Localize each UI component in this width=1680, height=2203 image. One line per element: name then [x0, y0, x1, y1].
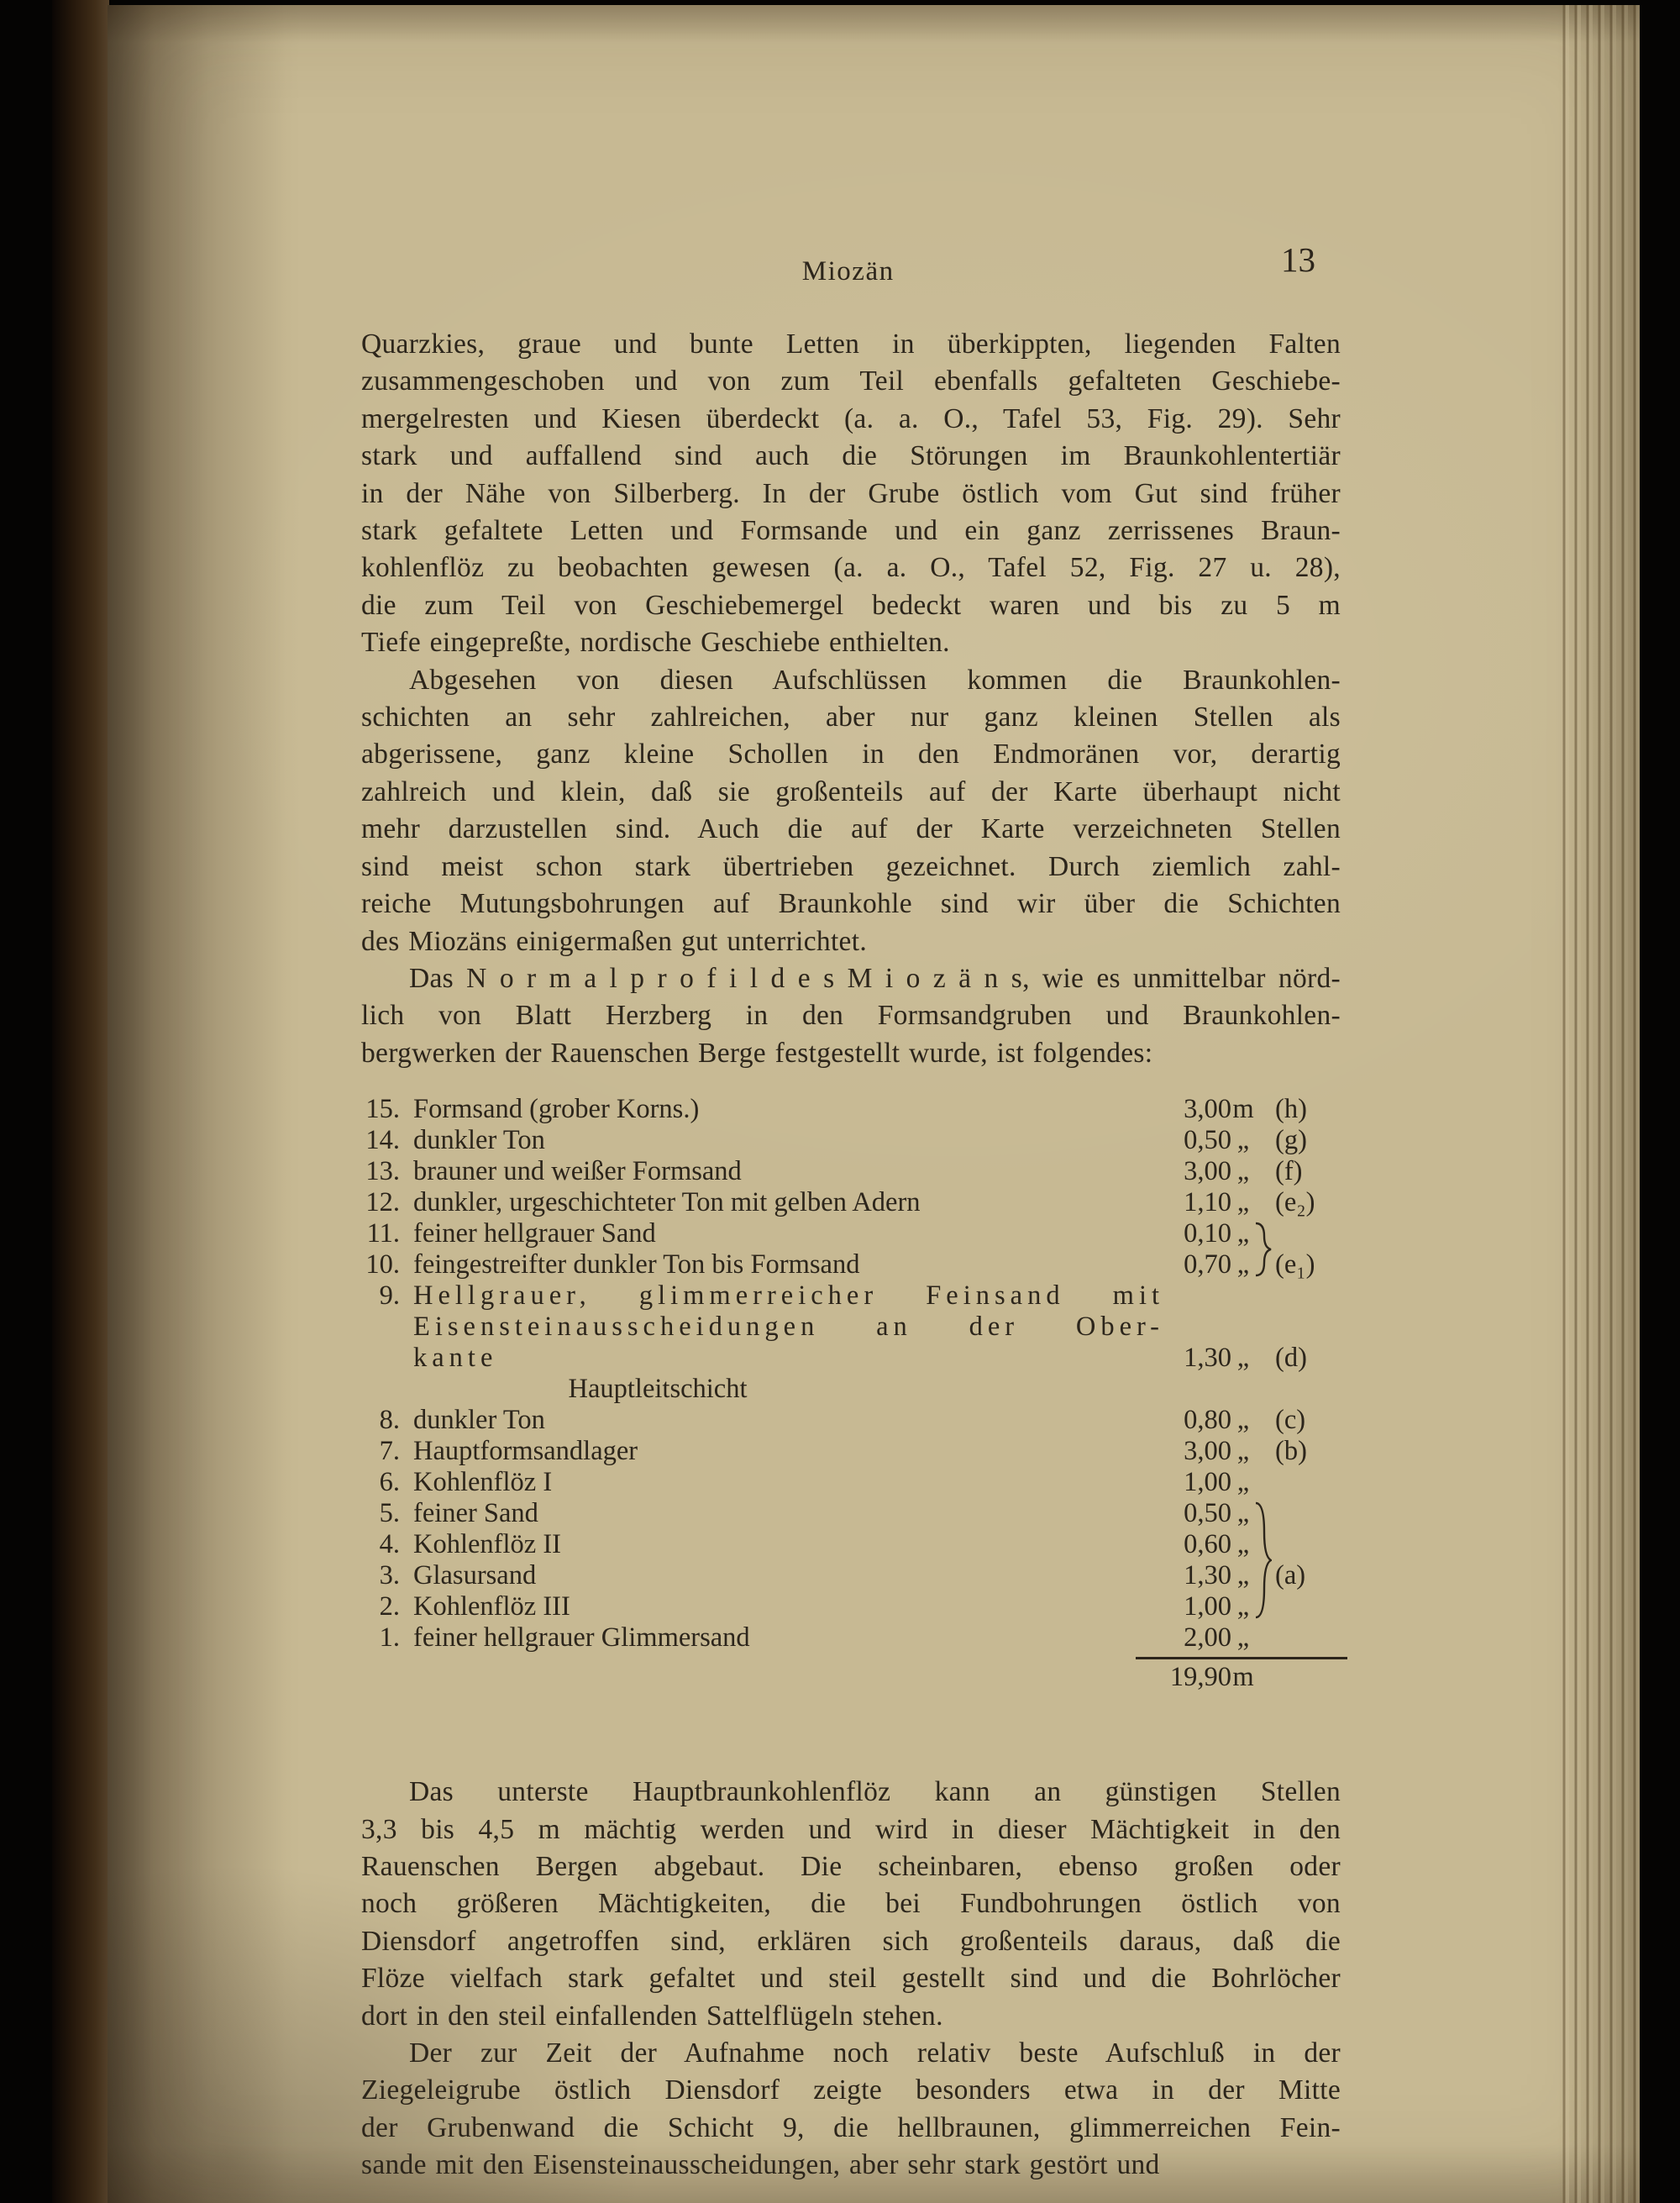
paragraphs-top	[361, 326, 1341, 1072]
layer-number: 3.	[379, 1560, 400, 1591]
paragraph	[361, 662, 1341, 960]
text-line: die zum Teil von Geschiebemergel bedeckt waren und bis zu 5 m	[361, 589, 1341, 621]
text-line: zusammengeschoben und von zum Teil ebenfalls gefalteten Geschiebe-	[361, 365, 1341, 397]
thickness-unit: „	[1236, 1436, 1250, 1467]
text-line: Das N o r m a l p r o f i l d e s M i o z ä n s, wie es unmittelbar nörd-	[409, 962, 1341, 994]
thickness-number: 3,00	[1184, 1094, 1231, 1125]
layer-number: 13.	[365, 1156, 400, 1187]
layer-letter-label: (e₁)	[1275, 1249, 1315, 1280]
thickness-value	[1164, 1187, 1341, 1218]
thickness-number: 2,00	[1184, 1622, 1231, 1654]
profile-row	[361, 1280, 1341, 1374]
profile-row	[361, 1249, 1341, 1280]
layer-number: 8.	[379, 1405, 400, 1436]
thickness-value	[1164, 1218, 1341, 1249]
layer-description: dunkler Ton	[413, 1125, 545, 1156]
paragraphs-bottom	[361, 1774, 1341, 2184]
sum-rule	[1136, 1657, 1347, 1659]
profile-row	[361, 1467, 1341, 1498]
text-line: Das unterste Hauptbraunkohlenflöz kann an günstigen Stellen	[409, 1776, 1341, 1808]
text-line: des Miozäns einigermaßen gut unterrichtet.	[361, 925, 868, 957]
text-line: reiche Mutungsbohrungen auf Braunkohle sind wir über die Schichten	[361, 888, 1341, 920]
profile-row	[361, 1560, 1341, 1591]
layer-description: feiner hellgrauer Glimmersand	[413, 1622, 750, 1654]
profile-row	[361, 1405, 1341, 1436]
layer-number: 11.	[366, 1218, 400, 1249]
thickness-number: 0,80	[1184, 1405, 1231, 1436]
layer-description: Kohlenflöz I	[413, 1467, 553, 1498]
text-line: Flöze vielfach stark gefaltet und steil gestellt sind und die Bohrlöcher	[361, 1963, 1341, 1995]
layer-number: 2.	[379, 1591, 400, 1622]
thickness-value	[1164, 1125, 1341, 1156]
profile-row	[361, 1436, 1341, 1467]
thickness-unit: „	[1236, 1249, 1250, 1280]
text-line: stark und auffallend sind auch die Störungen im Braunkohlentertiär	[361, 440, 1341, 472]
thickness-unit: „	[1236, 1560, 1250, 1591]
layer-description: brauner und weißer Formsand	[413, 1156, 742, 1187]
profile-row	[361, 1218, 1341, 1249]
profile-section-heading: Hauptleitschicht	[568, 1374, 748, 1405]
profile-row	[361, 1094, 1341, 1125]
text-line: schichten an sehr zahlreichen, aber nur ganz kleinen Stellen als	[361, 702, 1341, 733]
thickness-unit: „	[1236, 1125, 1250, 1156]
layer-letter-label: (h)	[1275, 1094, 1307, 1125]
paragraph	[361, 2035, 1341, 2185]
text-line: Eisensteinausscheidungen an der Ober-	[413, 1312, 1164, 1343]
book-page	[108, 5, 1640, 2203]
thickness-number: 0,60	[1184, 1529, 1231, 1560]
thickness-value	[1164, 1591, 1341, 1622]
layer-description: dunkler Ton	[413, 1405, 545, 1436]
profile-row	[361, 1591, 1341, 1622]
thickness-value	[1164, 1249, 1341, 1280]
layer-letter-label: (a)	[1275, 1560, 1306, 1591]
thickness-number: 3,00	[1184, 1156, 1231, 1187]
thickness-unit: m	[1232, 1662, 1254, 1693]
layer-letter-label	[1275, 1529, 1337, 1560]
thickness-unit: „	[1236, 1218, 1250, 1249]
thickness-unit: „	[1236, 1622, 1250, 1654]
layer-number: 7.	[379, 1436, 400, 1467]
thickness-unit: „	[1236, 1405, 1250, 1436]
thickness-value	[1164, 1622, 1341, 1654]
text-line: Abgesehen von diesen Aufschlüssen kommen die Braunkohlen-	[409, 664, 1341, 696]
text-line: Diensdorf angetroffen sind, erklären sich großenteils daraus, daß die	[361, 1925, 1341, 1957]
text-line: in der Nähe von Silberberg. In der Grube östlich vom Gut sind früher	[361, 477, 1341, 509]
running-head-title: Miozän	[801, 256, 895, 287]
thickness-value	[1164, 1405, 1341, 1436]
thickness-number: 1,00	[1184, 1591, 1231, 1622]
text-line: Quarzkies, graue und bunte Letten in überkippten, liegenden Falten	[361, 329, 1341, 360]
thickness-number: 1,10	[1184, 1187, 1231, 1218]
text-line: zahlreich und klein, daß sie großenteils auf der Karte überhaupt nicht	[361, 776, 1341, 807]
thickness-unit: „	[1236, 1529, 1250, 1560]
thickness-number: 3,00	[1184, 1436, 1231, 1467]
layer-number: 10.	[365, 1249, 400, 1280]
layer-letter-label	[1275, 1591, 1337, 1622]
layer-number: 14.	[365, 1125, 400, 1156]
layer-number: 5.	[379, 1498, 400, 1529]
thickness-value	[1164, 1343, 1341, 1374]
thickness-number: 19,90	[1169, 1662, 1231, 1693]
profile-table	[361, 1094, 1341, 1693]
thickness-unit: m	[1232, 1094, 1254, 1125]
text-line: Rauenschen Bergen abgebaut. Die scheinbaren, ebenso großen oder	[361, 1850, 1341, 1882]
paragraph	[361, 960, 1341, 1072]
text-line: Ziegeleigrube östlich Diensdorf zeigte besonders etwa in der Mitte	[361, 2074, 1341, 2106]
text-line: dort in den steil einfallenden Sattelflügeln stehen.	[361, 2000, 943, 2032]
page-stack-edges	[1557, 5, 1640, 2203]
layer-description: Kohlenflöz III	[413, 1591, 570, 1622]
text-line: sind meist schon stark übertrieben gezeichnet. Durch ziemlich zahl-	[361, 850, 1341, 882]
layer-letter-label: (f)	[1275, 1156, 1303, 1187]
layer-letter-label	[1275, 1622, 1337, 1654]
text-line: 3,3 bis 4,5 m mächtig werden und wird in dieser Mächtigkeit in den	[361, 1813, 1341, 1845]
thickness-value	[1164, 1156, 1341, 1187]
thickness-number: 1,30	[1184, 1343, 1231, 1374]
page-number: 13	[1281, 240, 1315, 279]
thickness-value	[1164, 1467, 1341, 1498]
thickness-unit: „	[1236, 1156, 1250, 1187]
paragraph	[361, 326, 1341, 662]
layer-letter-label: (d)	[1275, 1343, 1307, 1374]
text-line: mergelresten und Kiesen überdeckt (a. a. O., Tafel 53, Fig. 29). Sehr	[361, 402, 1341, 434]
layer-letter-label	[1275, 1467, 1337, 1498]
text-line: stark gefaltete Letten und Formsande und ein ganz zerrissenes Braun-	[361, 515, 1341, 547]
thickness-value	[1164, 1498, 1341, 1529]
thickness-number: 1,00	[1184, 1467, 1231, 1498]
book-spine	[52, 0, 109, 2203]
thickness-number: 0,50	[1184, 1498, 1231, 1529]
text-line: Tiefe eingepreßte, nordische Geschiebe enthielten.	[361, 627, 950, 659]
layer-description: feingestreifter dunkler Ton bis Formsand	[413, 1249, 860, 1280]
profile-row	[361, 1622, 1341, 1654]
profile-total-row	[361, 1662, 1341, 1693]
layer-description: Kohlenflöz II	[413, 1529, 561, 1560]
text-line: mehr darzustellen sind. Auch die auf der Karte verzeichneten Stellen	[361, 813, 1341, 845]
layer-description: Glasursand	[413, 1560, 537, 1591]
layer-description: Formsand (grober Korns.)	[413, 1094, 700, 1125]
gutter-shadow	[108, 5, 318, 2203]
thickness-unit: „	[1236, 1498, 1250, 1529]
text-line: sande mit den Eisensteinausscheidungen, aber sehr stark gestört und	[361, 2149, 1160, 2181]
text-line: noch größeren Mächtigkeiten, die bei Fundbohrungen östlich von	[361, 1888, 1341, 1920]
running-head	[361, 240, 1341, 291]
thickness-value	[1164, 1094, 1341, 1125]
thickness-value	[1164, 1560, 1341, 1591]
thickness-unit: „	[1236, 1187, 1250, 1218]
layer-description	[413, 1280, 1164, 1374]
profile-row	[361, 1498, 1341, 1529]
layer-description: dunkler, urgeschichteter Ton mit gelben Adern	[413, 1187, 921, 1218]
page-content	[361, 5, 1341, 2185]
thickness-number: 0,10	[1184, 1218, 1231, 1249]
thickness-unit: „	[1236, 1343, 1250, 1374]
text-line: kante	[413, 1343, 498, 1374]
thickness-unit: „	[1236, 1591, 1250, 1622]
layer-number: 1.	[379, 1622, 400, 1654]
layer-number: 15.	[365, 1094, 400, 1125]
profile-row	[361, 1187, 1341, 1218]
paragraph	[361, 1774, 1341, 2035]
thickness-value	[1164, 1529, 1341, 1560]
layer-letter-label: (b)	[1275, 1436, 1307, 1467]
thickness-number: 0,50	[1184, 1125, 1231, 1156]
layer-letter-label	[1275, 1498, 1337, 1529]
text-line: abgerissene, ganz kleine Schollen in den Endmoränen vor, derartig	[361, 739, 1341, 770]
profile-row	[361, 1125, 1341, 1156]
profile-row	[361, 1529, 1341, 1560]
thickness-number: 1,30	[1184, 1560, 1231, 1591]
layer-description: feiner Sand	[413, 1498, 538, 1529]
text-line: lich von Blatt Herzberg in den Formsandgruben und Braunkohlen-	[361, 1000, 1341, 1032]
grouping-brace-icon	[1253, 1501, 1272, 1619]
layer-number: 4.	[379, 1529, 400, 1560]
thickness-number: 0,70	[1184, 1249, 1231, 1280]
text-line: kohlenflöz zu beobachten gewesen (a. a. O., Tafel 52, Fig. 27 u. 28),	[361, 552, 1341, 584]
layer-number: 12.	[365, 1187, 400, 1218]
thickness-value	[1164, 1436, 1341, 1467]
layer-letter-label	[1275, 1662, 1337, 1693]
text-line: Hellgrauer, glimmerreicher Feinsand mit	[413, 1280, 1164, 1312]
text-line: der Grubenwand die Schicht 9, die hellbraunen, glimmerreichen Fein-	[361, 2111, 1341, 2143]
layer-letter-label: (c)	[1275, 1405, 1306, 1436]
text-line: bergwerken der Rauenschen Berge festgestellt wurde, ist folgendes:	[361, 1037, 1153, 1069]
layer-letter-label: (g)	[1275, 1125, 1307, 1156]
text-line: Der zur Zeit der Aufnahme noch relativ beste Aufschluß in der	[409, 2037, 1341, 2069]
thickness-unit: „	[1236, 1467, 1250, 1498]
layer-description: feiner hellgrauer Sand	[413, 1218, 656, 1249]
profile-row	[361, 1156, 1341, 1187]
grouping-brace-icon	[1253, 1222, 1272, 1277]
thickness-value	[1164, 1662, 1341, 1693]
layer-letter-label: (e₂)	[1275, 1187, 1315, 1218]
layer-letter-label	[1275, 1218, 1337, 1249]
layer-number: 6.	[379, 1467, 400, 1498]
layer-description: Hauptformsandlager	[413, 1436, 638, 1467]
layer-number: 9.	[379, 1280, 400, 1312]
